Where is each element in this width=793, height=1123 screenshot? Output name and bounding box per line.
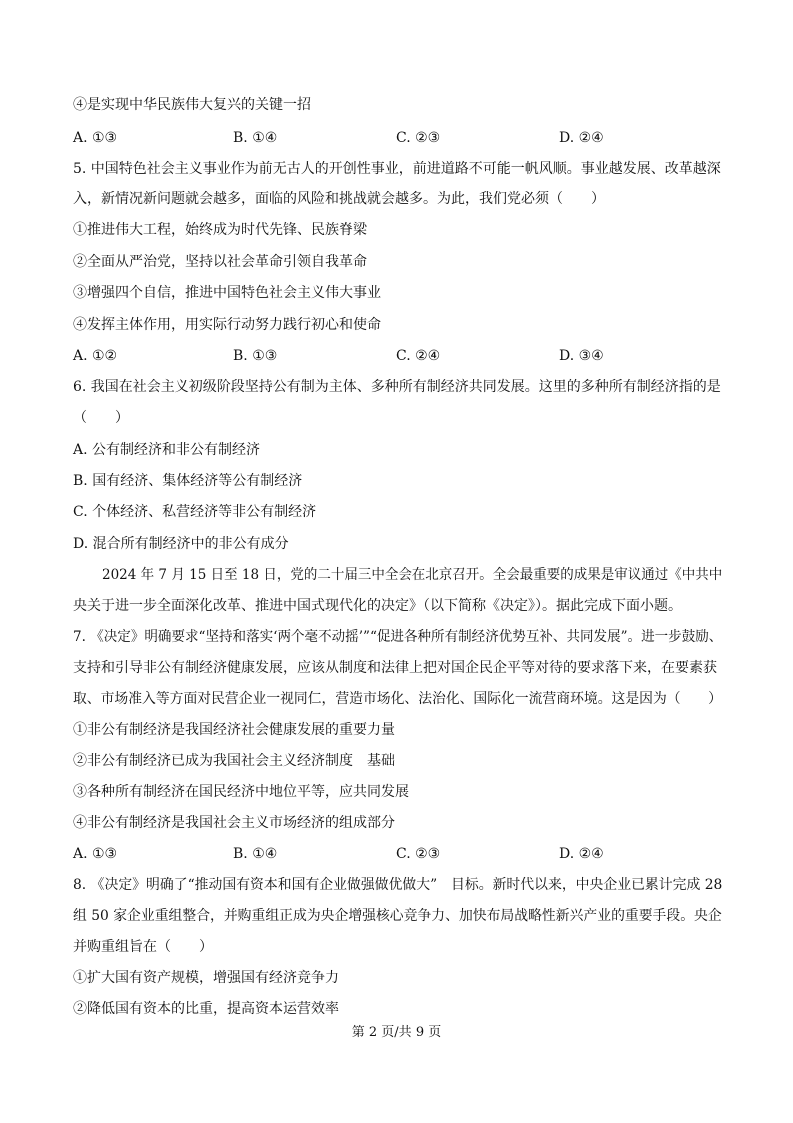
- q6-option-c: C. 个体经济、私营经济等非公有制经济: [73, 504, 317, 520]
- q7-stem-line-2: 支持和引导非公有制经济健康发展，应该从制度和法律上把对国企民企平等对待的要求落下来，在要素获: [73, 660, 717, 676]
- q7-option-b: B. ①④: [233, 846, 278, 862]
- q4-option-a: A. ①③: [73, 130, 118, 146]
- q6-stem-line-1: 6. 我国在社会主义初级阶段坚持公有制为主体、多种所有制经济共同发展。这里的多种所有制经济指的是: [73, 379, 721, 395]
- q6-option-b: B. 国有经济、集体经济等公有制经济: [73, 473, 303, 489]
- q7-option-c: C. ②③: [396, 846, 441, 862]
- q5-option-b: B. ①③: [233, 348, 278, 364]
- q6-option-a: A. 公有制经济和非公有制经济: [73, 442, 261, 458]
- q5-option-c: C. ②④: [396, 348, 441, 364]
- q4-option-c: C. ②③: [396, 130, 441, 146]
- q5-statement-2: ②全面从严治党，坚持以社会革命引领自我革命: [73, 254, 367, 270]
- q7-option-d: D. ②④: [559, 846, 604, 862]
- q5-statement-1: ①推进伟大工程，始终成为时代先锋、民族脊梁: [73, 222, 367, 238]
- q7-statement-4: ④非公有制经济是我国社会主义市场经济的组成部分: [73, 815, 395, 831]
- q7-statement-2: ②非公有制经济已成为我国社会主义经济制度 基础: [73, 753, 395, 769]
- q5-option-a: A. ①②: [73, 348, 118, 364]
- q7-statement-3: ③各种所有制经济在国民经济中地位平等，应共同发展: [73, 784, 409, 800]
- q8-stem-line-2: 组 50 家企业重组整合，并购重组正成为央企增强核心竞争力、加快布局战略性新兴产业的重要手段。央企: [73, 908, 722, 924]
- q7-statement-1: ①非公有制经济是我国经济社会健康发展的重要力量: [73, 722, 395, 738]
- q5-stem-line-1: 5. 中国特色社会主义事业作为前无古人的开创性事业，前进道路不可能一帆风顺。事业越发展、改革越深: [73, 161, 721, 177]
- q5-statement-3: ③增强四个自信，推进中国特色社会主义伟大事业: [73, 285, 381, 301]
- intro-line-2: 央关于进一步全面深化改革、推进中国式现代化的决定》（以下简称《决定》）。据此完成下面小题。: [73, 598, 682, 614]
- q6-stem-line-2: （ ）: [73, 410, 129, 426]
- q5-option-d: D. ③④: [559, 348, 604, 364]
- q8-stem-line-1: 8. 《决定》明确了“推动国有资本和国有企业做强做优做大” 目标。新时代以来，中央企业已累计完成 28: [73, 877, 723, 893]
- q4-option-d: D. ②④: [559, 130, 604, 146]
- q5-statement-4: ④发挥主体作用，用实际行动努力践行初心和使命: [73, 317, 381, 333]
- intro-line-1: 2024 年 7 月 15 日至 18 日，党的二十届三中全会在北京召开。全会最重要的成果是审议通过《中共中: [102, 567, 723, 583]
- page-number-footer: 第 2 页/共 9 页: [351, 1025, 442, 1040]
- q5-stem-line-2: 入，新情况新问题就会越多，面临的风险和挑战就会越多。为此，我们党必须（ ）: [73, 191, 605, 207]
- q7-stem-line-1: 7. 《决定》明确要求“坚持和落实‘两个毫不动摇’”“促进各种所有制经济优势互补、共同发展”。进一步鼓励、: [73, 629, 723, 645]
- q6-option-d: D. 混合所有制经济中的非公有成分: [73, 536, 289, 552]
- q7-option-a: A. ①③: [73, 846, 118, 862]
- q8-stem-line-3: 并购重组旨在（ ）: [73, 939, 213, 955]
- q4-statement-4: ④是实现中华民族伟大复兴的关键一招: [73, 97, 311, 113]
- q7-stem-line-3: 取、市场准入等方面对民营企业一视同仁，营造市场化、法治化、国际化一流营商环境。这是因为（ ）: [73, 691, 722, 707]
- q8-statement-2: ②降低国有资本的比重，提高资本运营效率: [73, 1001, 339, 1017]
- q4-option-b: B. ①④: [233, 130, 278, 146]
- q8-statement-1: ①扩大国有资产规模，增强国有经济竞争力: [73, 970, 339, 986]
